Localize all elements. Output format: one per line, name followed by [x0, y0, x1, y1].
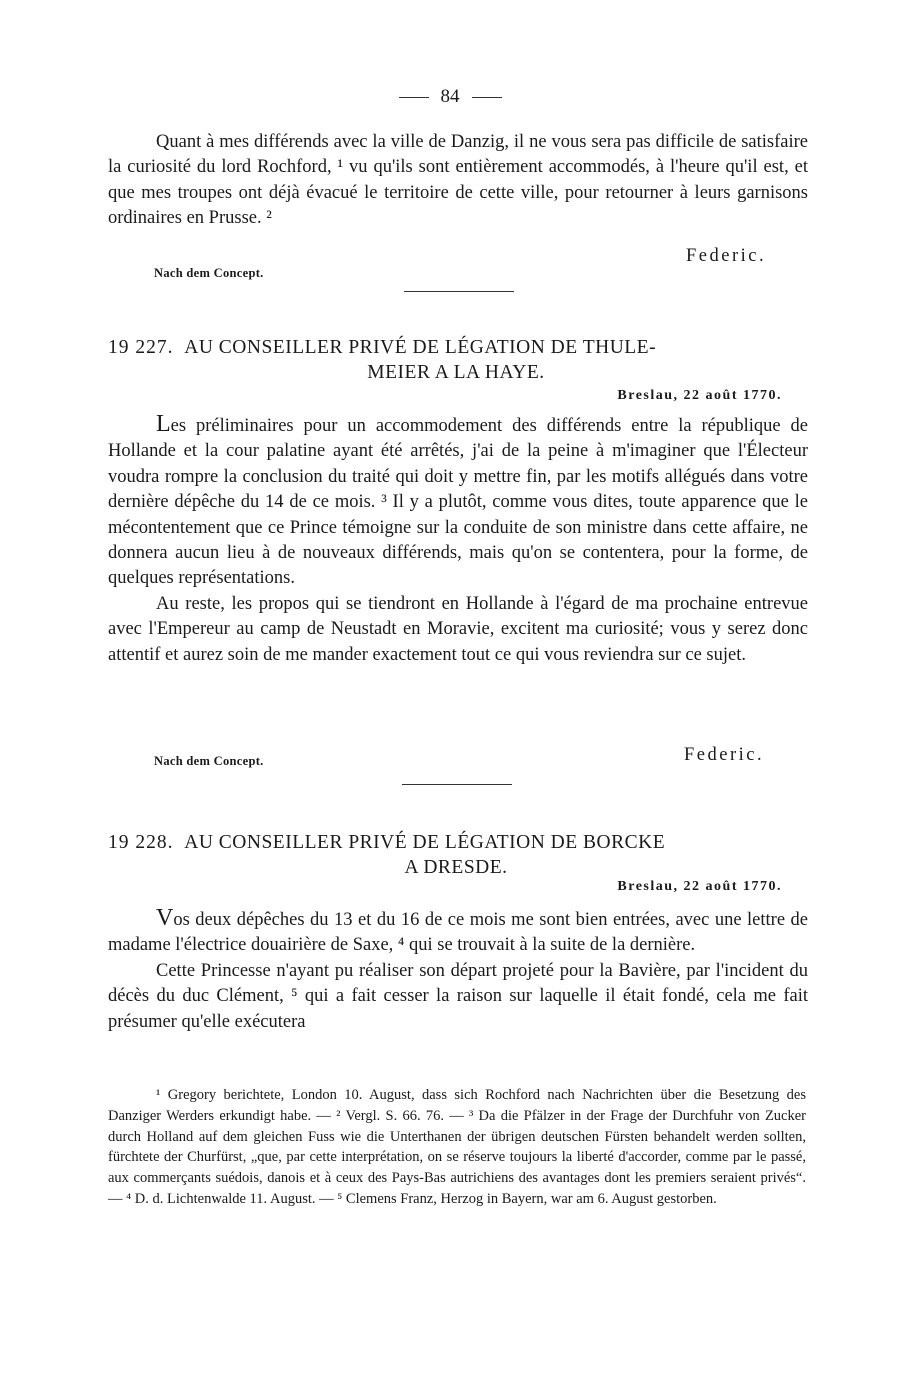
top-letter-signature: Federic.	[686, 246, 767, 266]
letter-19228-paragraph-1	[108, 906, 808, 959]
letter-19228-paragraph-2: Cette Princesse n'ayant pu réaliser son départ projeté pour la Bavière, par l'incident du décès du duc Clément, ⁵ qui a fait cesser la raison sur laquelle il était fondé, cela me fait présumer qu'elle exécutera	[108, 960, 808, 1032]
letter-19227-heading-line2: MEIER A LA HAYE.	[367, 362, 545, 383]
page-number-dash-right	[472, 97, 502, 98]
top-letter-source: Nach dem Concept.	[154, 266, 264, 280]
page-number-value: 84	[440, 86, 460, 107]
page-number	[0, 86, 900, 108]
letter-19227-dropcap: L	[156, 411, 171, 437]
top-letter-body	[108, 130, 808, 232]
separator-rule-2	[402, 784, 512, 785]
letter-19227-paragraph-2: Au reste, les propos qui se tiendront en Hollande à l'égard de ma prochaine entrevue avec l'Empereur au camp de Neustadt en Moravie, excitent ma curiosité; vous y serez donc attentif et aurez soin de me mander exactement tout ce qui vous reviendra sur ce sujet.	[108, 593, 808, 665]
letter-19228-body	[108, 906, 808, 1035]
letter-19227-paragraph-1	[108, 412, 808, 592]
footnotes-text: ¹ Gregory berichtete, London 10. August, dass sich Rochford nach Nachrichten über die Besetzung des Danziger Werders erkundigt habe. — ² Vergl. S. 66. 76. — ³ Da die Pfälzer in der Frage der Durchfuhr von Zucker durch Holland auf dem gleichen Fuss wie die Unterthanen der übrigen deutschen Fürsten behandelt werden sollten, fürchtete der Churfürst, „que, par cette interprétation, on se réserve toujours la liberté d'accorder, comme par le passé, aux commerçants suédois, danois et à ceux des Pays-Bas autrichiens des avantages dont les premiers seraient privés“. — ⁴ D. d. Lichtenwalde 11. August. — ⁵ Clemens Franz, Herzog in Bayern, war am 6. August gestorben.	[108, 1087, 806, 1207]
letter-19227-number: 19 227.	[108, 337, 174, 358]
separator-rule-1	[404, 291, 514, 292]
page-number-dash-left	[399, 97, 429, 98]
letter-19227-paragraph-1-text: es préliminaires pour un accommodement des différends entre la république de Hollande et la cour palatine ayant été arrêtés, j'ai de la peine à m'imaginer que l'Électeur voudra rompre la conclusion du traité qui doit y mettre fin, par les motifs allégués dans votre dernière dépêche du 14 de ce mois. ³ Il y a plutôt, comme vous dites, toute apparence que le mécontentement que ce Prince témoigne sur la conduite de son ministre dans cette affaire, ne donnera aucun lieu à de nouveaux différends, mais qu'on se contentera, pour la forme, de quelques représentations.	[108, 416, 808, 589]
letter-19228-paragraph-1-text: os deux dépêches du 13 et du 16 de ce mois me sont bien entrées, avec une lettre de madame l'électrice douairière de Saxe, ⁴ qui se trouvait à la suite de la dernière.	[108, 910, 808, 956]
letter-19227-source: Nach dem Concept.	[154, 754, 264, 768]
top-letter-paragraph: Quant à mes différends avec la ville de Danzig, il ne vous sera pas difficile de satisfaire la curiosité du lord Rochford, ¹ vu qu'ils sont entièrement accommodés, à l'heure qu'il est, et que mes troupes ont déjà évacué le territoire de cette ville, pour retourner à leurs garnisons ordinaires en Prusse. ²	[108, 132, 808, 229]
letter-19227-heading-line1: AU CONSEILLER PRIVÉ DE LÉGATION DE THULE-	[184, 337, 657, 358]
letter-19228-heading-line2: A DRESDE.	[404, 857, 508, 878]
letter-19228-heading	[108, 830, 804, 880]
letter-19227-heading	[108, 335, 804, 385]
footnotes	[108, 1085, 806, 1210]
letter-19227-body	[108, 412, 808, 668]
letter-19227-dateline: Breslau, 22 août 1770.	[617, 388, 782, 403]
letter-19228-number: 19 228.	[108, 832, 174, 853]
letter-19228-dateline: Breslau, 22 août 1770.	[617, 879, 782, 894]
letter-19227-signature: Federic.	[684, 745, 765, 765]
letter-19228-heading-line1: AU CONSEILLER PRIVÉ DE LÉGATION DE BORCKE	[184, 832, 666, 853]
letter-19228-dropcap: V	[156, 905, 174, 931]
